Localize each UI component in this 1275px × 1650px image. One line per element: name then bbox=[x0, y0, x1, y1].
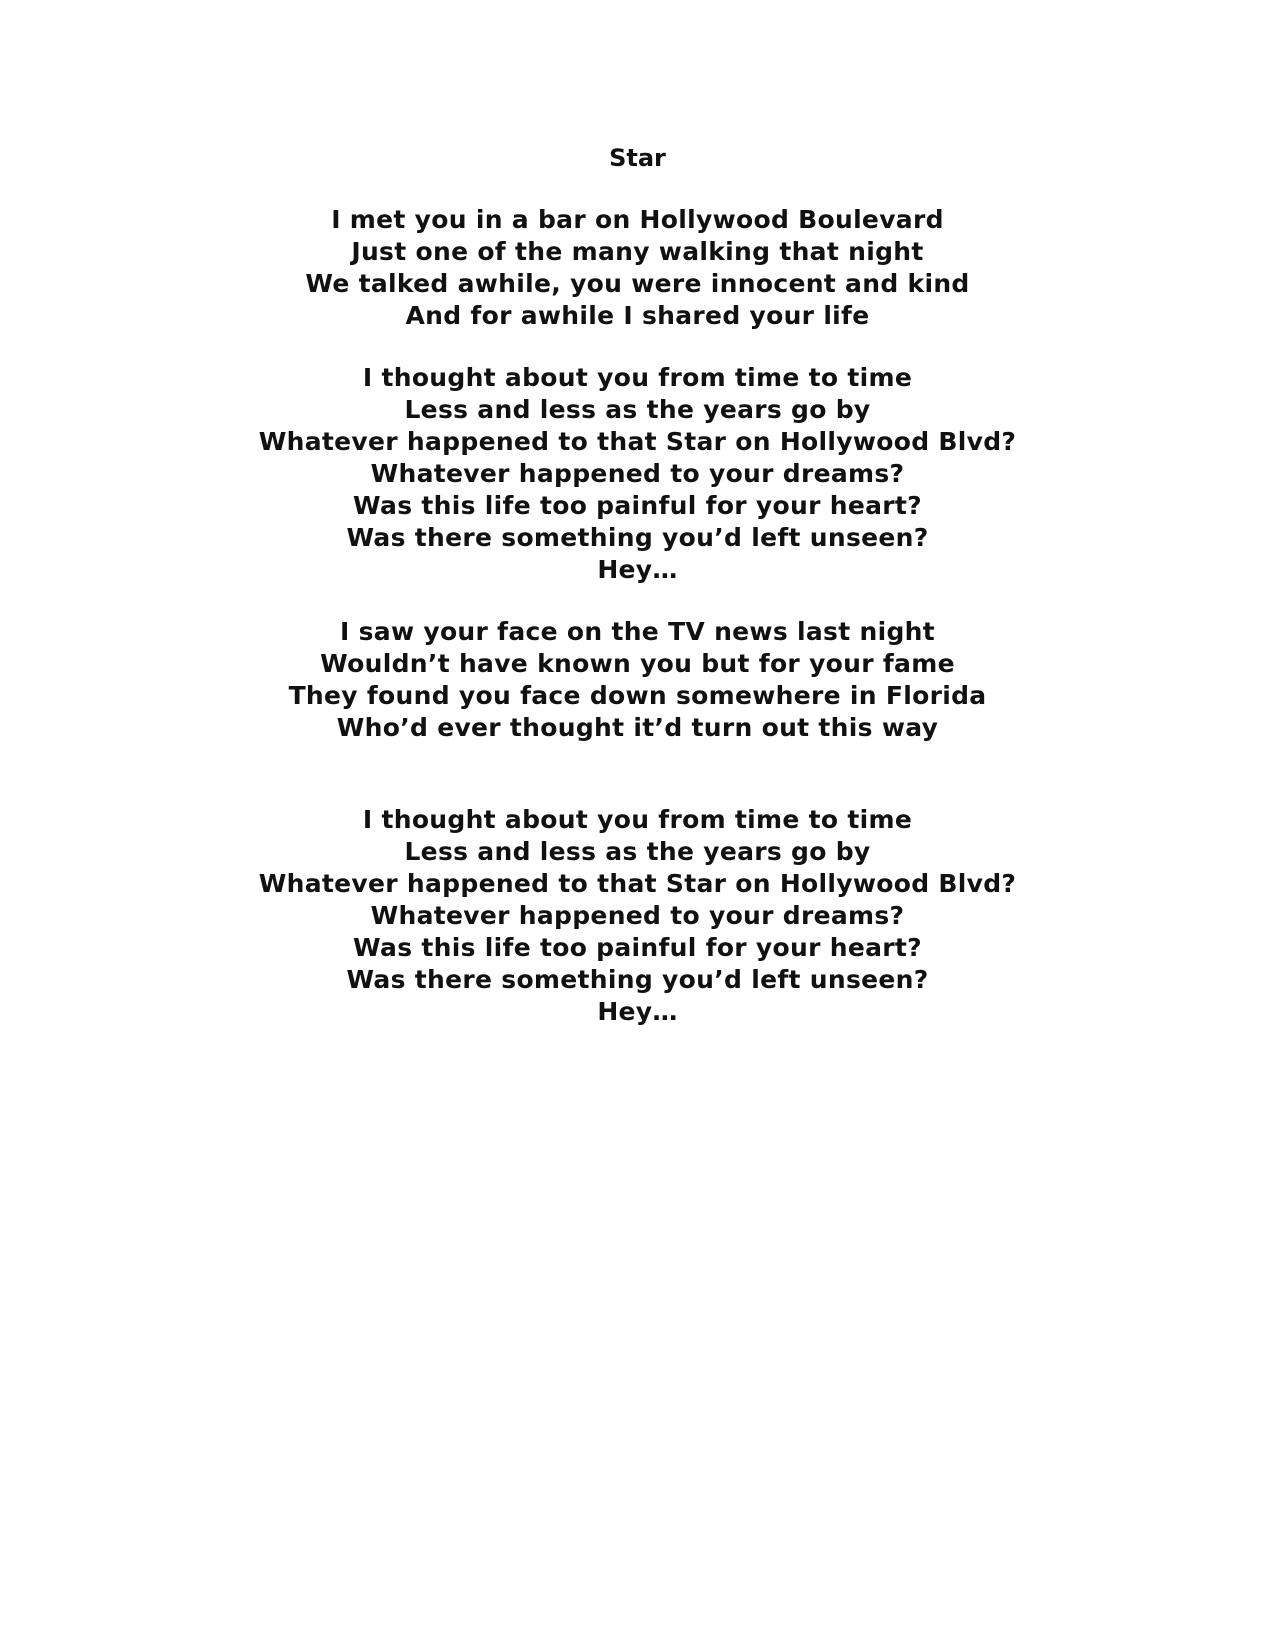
stanza-3 bbox=[0, 616, 1275, 744]
lyric-line: Less and less as the years go by bbox=[404, 837, 871, 866]
lyric-line: Wouldn’t have known you but for your fame bbox=[320, 649, 955, 678]
stanza-1 bbox=[0, 204, 1275, 332]
lyric-line: I saw your face on the TV news last night bbox=[340, 617, 935, 646]
lyric-line: I thought about you from time to time bbox=[362, 363, 913, 392]
lyric-line: And for awhile I shared your life bbox=[405, 301, 870, 330]
lyric-line: I met you in a bar on Hollywood Boulevard bbox=[331, 205, 944, 234]
stanza-4-chorus bbox=[0, 804, 1275, 1028]
lyric-line: Whatever happened to that Star on Hollywood Blvd? bbox=[258, 427, 1017, 456]
stanza-2-chorus bbox=[0, 362, 1275, 586]
lyric-line: We talked awhile, you were innocent and kind bbox=[305, 269, 970, 298]
lyric-line: Hey… bbox=[597, 997, 678, 1026]
lyric-line: Whatever happened to your dreams? bbox=[370, 901, 905, 930]
lyrics-body bbox=[0, 142, 1275, 1058]
lyric-line: Was there something you’d left unseen? bbox=[346, 965, 929, 994]
lyric-line: Was there something you’d left unseen? bbox=[346, 523, 929, 552]
lyric-line: Less and less as the years go by bbox=[404, 395, 871, 424]
lyric-line: Just one of the many walking that night bbox=[351, 237, 924, 266]
lyric-line: Was this life too painful for your heart? bbox=[353, 491, 922, 520]
lyric-line: They found you face down somewhere in Florida bbox=[288, 681, 987, 710]
lyric-line: Who’d ever thought it’d turn out this way bbox=[336, 713, 939, 742]
lyric-line: Hey… bbox=[597, 555, 678, 584]
lyric-line: Was this life too painful for your heart? bbox=[353, 933, 922, 962]
lyric-line: Whatever happened to your dreams? bbox=[370, 459, 905, 488]
song-title: Star bbox=[609, 144, 666, 172]
lyric-line: Whatever happened to that Star on Hollywood Blvd? bbox=[258, 869, 1017, 898]
lyric-line: I thought about you from time to time bbox=[362, 805, 913, 834]
